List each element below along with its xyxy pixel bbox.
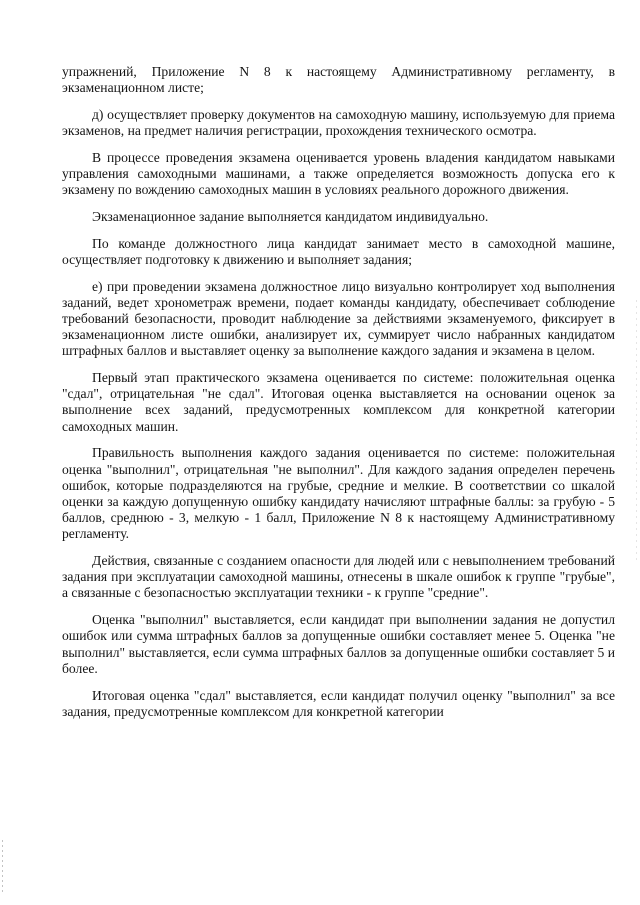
paragraph-individual-task: Экзаменационное задание выполняется кандидатом индивидуально. <box>92 208 489 224</box>
document-body <box>62 64 615 720</box>
paragraph-document-check: д) осуществляет проверку документов на самоходную машину, используемую для приема экзаменов, на предмет наличия регистрации, прохождения технического осмотра. <box>62 106 615 139</box>
paragraph-pass-criteria: Оценка "выполнил" выставляется, если кандидат при выполнении задания не допустил ошибок или сумма штрафных баллов за допущенные ошибки составляет менее 5. Оценка "не выполнил" выставляется, если сумма штрафных баллов за допущенные ошибки составляет 5 и более. <box>62 612 615 676</box>
paragraph-official-control: е) при проведении экзамена должностное лицо визуально контролирует ход выполнения заданий, ведет хронометраж времени, подает команды кандидату, обеспечивает соблюдение требований безопасности, проводит наблюдение за действиями экзаменуемого, фиксирует в экзаменационном листе ошибки, анализирует их, суммирует число набранных кандидатом штрафных баллов и выставляет оценку за выполнение каждого задания и экзамена в целом. <box>62 278 615 359</box>
paragraph-error-groups: Действия, связанные с созданием опасности для людей или с невыполнением требований задания при эксплуатации самоходной машины, отнесены в шкале ошибок к группе "грубые", а связанные с безопасностью эксплуатации техники - к группе "средние". <box>62 553 615 601</box>
paragraph-skill-assessment: В процессе проведения экзамена оценивается уровень владения кандидатом навыками управления самоходными машинами, а также определяется возможность допуска его к экзамену по вождению самоходных машин в условиях реального дорожного движения. <box>62 149 615 198</box>
paragraph-first-stage-grading: Первый этап практического экзамена оценивается по системе: положительная оценка "сдал", отрицательная "не сдал". Итоговая оценка выставляется на основании оценок за выполнение всех заданий, предусмотренных комплексом для конкретной категории самоходных машин. <box>62 370 615 434</box>
paragraph-final-grade: Итоговая оценка "сдал" выставляется, если кандидат получил оценку "выполнил" за все задания, предусмотренные комплексом для конкретной категории <box>62 687 615 719</box>
scan-edge-mark-right <box>636 300 637 560</box>
paragraph-continuation: упражнений, Приложение N 8 к настоящему Административному регламенту, в экзаменационном листе; <box>62 64 615 96</box>
scan-edge-mark-left <box>2 840 3 895</box>
paragraph-task-grading: Правильность выполнения каждого задания оценивается по системе: положительная оценка "выполнил", отрицательная "не выполнил". Для каждого задания определен перечень ошибок, которые подразделяются на грубые, средние и мелкие. В соответствии со шкалой оценки за каждую допущенную ошибку кандидату начисляют штрафные баллы: за грубую - 5 баллов, среднюю - 3, мелкую - 1 балл, Приложение N 8 к настоящему Административному регламенту. <box>62 445 615 542</box>
paragraph-candidate-preparation: По команде должностного лица кандидат занимает место в самоходной машине, осуществляет подготовку к движению и выполняет задания; <box>62 235 615 267</box>
